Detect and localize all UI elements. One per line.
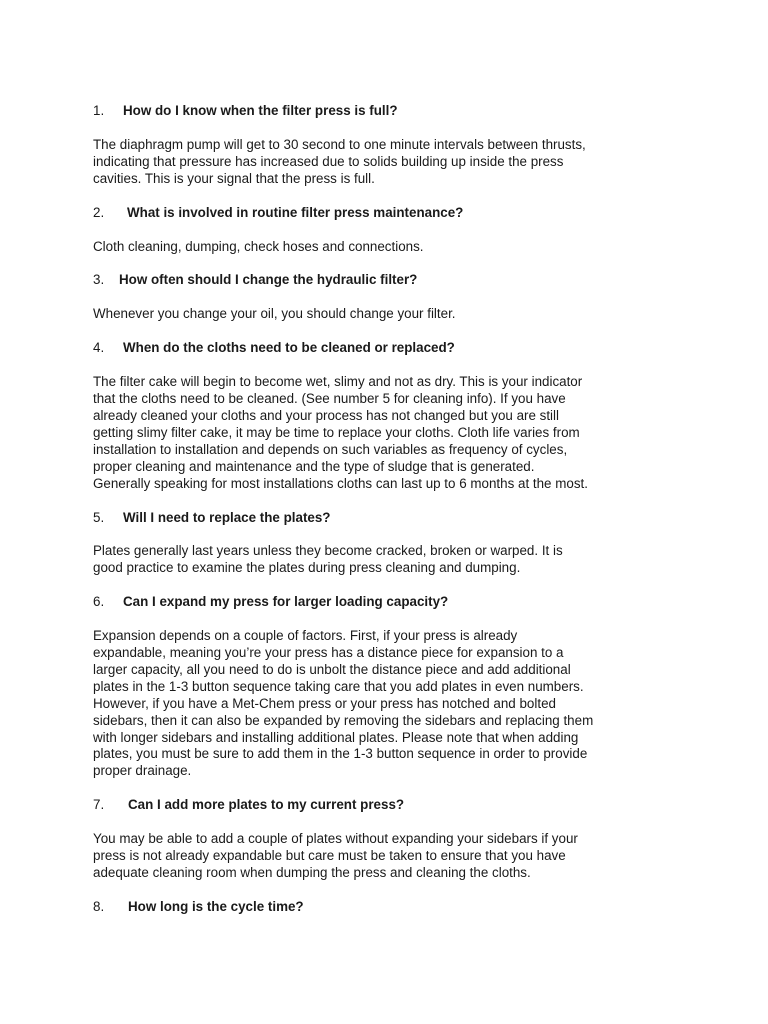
faq-question-6	[93, 594, 683, 611]
faq-question-1	[93, 103, 683, 120]
question-text: How do I know when the filter press is full?	[123, 103, 398, 118]
question-number: 5.	[93, 509, 105, 525]
answer-line: sidebars, then it can also be expanded by removing the sidebars and replacing them	[93, 712, 594, 728]
answer-line: You may be able to add a couple of plates without expanding your sidebars if your	[93, 831, 578, 847]
faq-answer-3	[93, 306, 683, 323]
answer-line: proper drainage.	[93, 763, 192, 779]
faq-answer-1	[93, 137, 683, 188]
faq-content	[93, 103, 683, 933]
faq-question-4	[93, 340, 683, 357]
question-text: Will I need to replace the plates?	[123, 509, 331, 525]
answer-line: However, if you have a Met-Chem press or your press has notched and bolted	[93, 695, 556, 711]
answer-line: with longer sidebars and installing additional plates. Please note that when adding	[93, 729, 579, 745]
faq-answer-6	[93, 628, 683, 780]
faq-answer-4	[93, 374, 683, 492]
faq-question-5	[93, 510, 683, 527]
answer-line: cavities. This is your signal that the press is full.	[93, 170, 375, 186]
answer-line: getting slimy filter cake, it may be time to replace your cloths. Cloth life varies from	[93, 424, 580, 440]
question-number: 4.	[93, 340, 105, 356]
answer-line: proper cleaning and maintenance and the type of sludge that is generated.	[93, 458, 535, 474]
question-text: Can I add more plates to my current press?	[128, 797, 405, 813]
answer-line: larger capacity, all you need to do is unbolt the distance piece and add additional	[93, 661, 571, 677]
question-text: How long is the cycle time?	[128, 898, 304, 914]
answer-line: The filter cake will begin to become wet, slimy and not as dry. This is your indicator	[93, 374, 583, 390]
answer-line: Cloth cleaning, dumping, check hoses and connections.	[93, 238, 424, 254]
answer-line: installation to installation and depends on such variables as frequency of cycles,	[93, 441, 568, 457]
answer-line: expandable, meaning you’re your press has a distance piece for expansion to a	[93, 645, 564, 661]
faq-answer-7	[93, 831, 683, 882]
answer-line: plates in the 1-3 button sequence taking care that you add plates in even numbers.	[93, 678, 584, 694]
faq-question-2	[93, 205, 683, 222]
question-text: When do the cloths need to be cleaned or replaced?	[123, 340, 455, 356]
answer-line: Expansion depends on a couple of factors. First, if your press is already	[93, 628, 518, 644]
answer-line: that the cloths need to be cleaned. (See number 5 for cleaning info). If you have	[93, 391, 566, 407]
faq-answer-2	[93, 239, 683, 256]
answer-line: plates, you must be sure to add them in the 1-3 button sequence in order to provide	[93, 746, 588, 762]
question-text: How often should I change the hydraulic filter?	[119, 272, 418, 288]
answer-line: Plates generally last years unless they become cracked, broken or warped. It is	[93, 543, 563, 559]
faq-question-7	[93, 797, 683, 814]
question-number: 6.	[93, 594, 105, 610]
question-number: 2.	[93, 204, 105, 220]
answer-line: press is not already expandable but care must be taken to ensure that you have	[93, 848, 566, 864]
faq-question-3	[93, 272, 683, 289]
answer-line: The diaphragm pump will get to 30 second to one minute intervals between thrusts,	[93, 136, 586, 152]
question-number: 1.	[93, 103, 105, 118]
faq-question-8	[93, 899, 683, 916]
answer-line: good practice to examine the plates during press cleaning and dumping.	[93, 560, 521, 576]
question-number: 7.	[93, 797, 105, 813]
question-text: What is involved in routine filter press maintenance?	[127, 204, 464, 220]
question-text: Can I expand my press for larger loading capacity?	[123, 594, 449, 610]
answer-line: indicating that pressure has increased due to solids building up inside the press	[93, 153, 564, 169]
question-number: 8.	[93, 898, 105, 914]
question-number: 3.	[93, 272, 105, 288]
answer-line: adequate cleaning room when dumping the press and cleaning the cloths.	[93, 865, 531, 880]
answer-line: Whenever you change your oil, you should change your filter.	[93, 306, 456, 322]
answer-line: already cleaned your cloths and your process has not changed but you are still	[93, 407, 559, 423]
faq-answer-5	[93, 543, 683, 577]
answer-line: Generally speaking for most installations cloths can last up to 6 months at the most.	[93, 475, 588, 491]
